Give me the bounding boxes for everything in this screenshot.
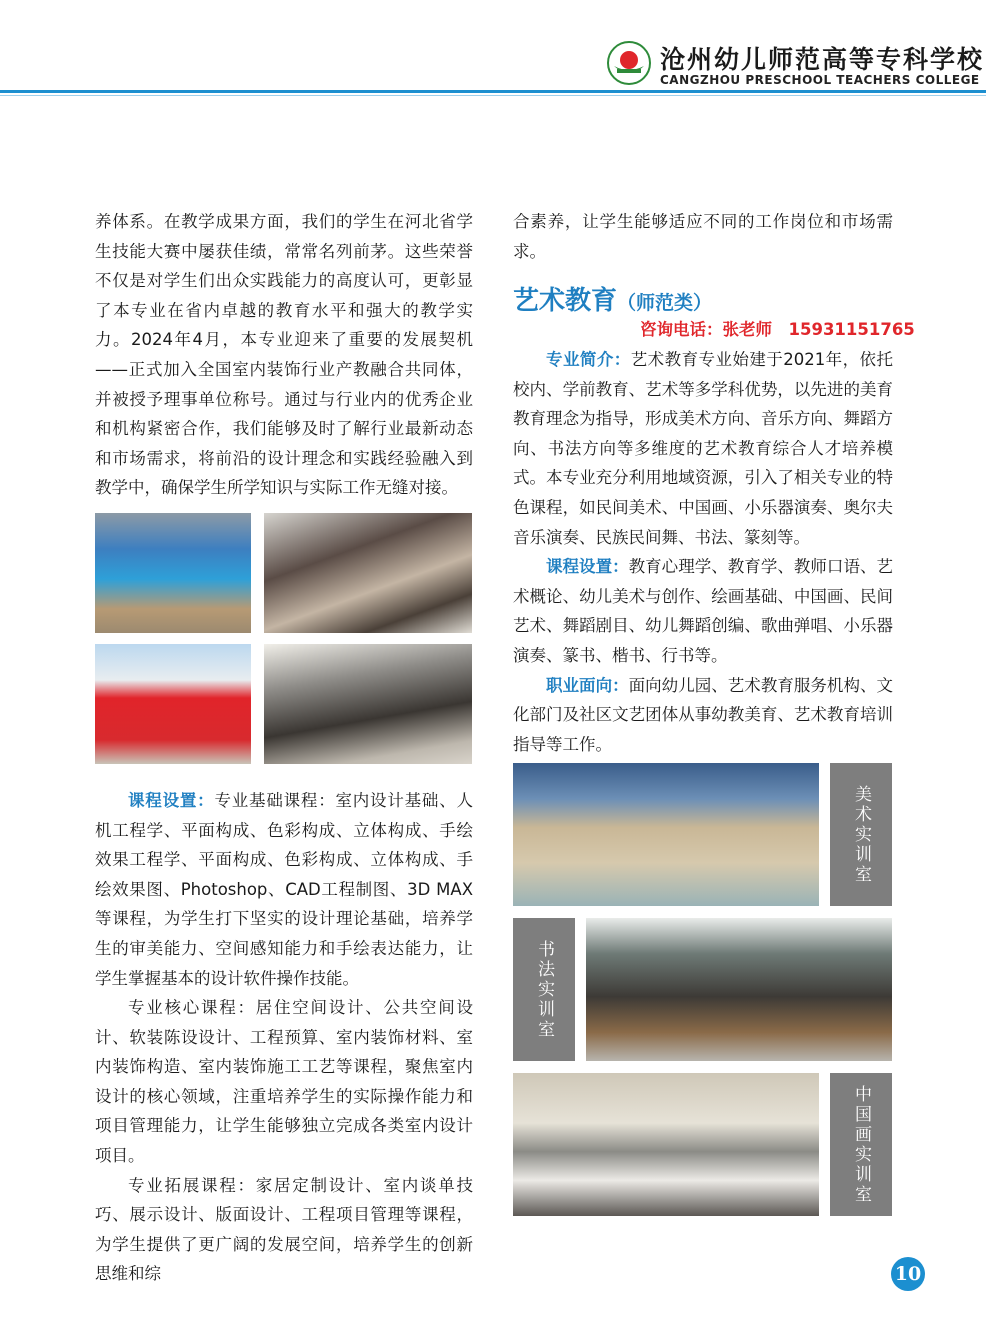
career-text: 面向幼儿园、艺术教育服务机构、文化部门及社区文艺团体从事幼教美育、艺术教育培训指导等工作。 xyxy=(513,675,894,754)
course-text: 专业基础课程：室内设计基础、人机工程学、平面构成、色彩构成、立体构成、手绘效果工程学、平面构成、色彩构成、立体构成、手绘效果图、Photoshop、CAD工程制图、3D MAX等课程，为学生打下坚实的设计理论基础，培养学生的审美能力、空间感知能力和手绘表达能力，让学生掌握基本的设计软件操作技能。 xyxy=(95,790,474,988)
photo-chinese-painting-room xyxy=(513,1073,819,1216)
core-paragraph: 专业核心课程：居住空间设计、公共空间设计、软装陈设设计、工程预算、室内装饰材料、室内装饰构造、室内装饰施工工艺等课程，聚焦室内设计的核心领域，注重培养学生的实际操作能力和项目管理能力，让学生能够独立完成各类室内设计项目。 xyxy=(95,998,473,1166)
photo-art-room xyxy=(513,763,819,906)
calligraphy-room-label: 书法实训室 xyxy=(513,918,575,1061)
school-name-en: CANGZHOU PRESCHOOL TEACHERS COLLEGE xyxy=(660,73,980,87)
continued-paragraph: 合素养，让学生能够适应不同的工作岗位和市场需求。 xyxy=(513,212,893,261)
career-paragraph xyxy=(513,671,893,760)
course-text-right: 教育心理学、教育学、教师口语、艺术概论、幼儿美术与创作、绘画基础、中国画、民间艺术、舞蹈剧目、幼儿舞蹈创编、歌曲弹唱、小乐器演奏、篆书、楷书、行书等。 xyxy=(513,557,894,665)
career-label: 职业面向： xyxy=(546,675,629,695)
course-paragraph-right xyxy=(513,552,893,670)
extension-paragraph: 专业拓展课程：家居定制设计、室内谈单技巧、展示设计、版面设计、工程项目管理等课程，为学生提供了更广阔的发展空间，培养学生的创新思维和综 xyxy=(95,1175,473,1284)
course-paragraph xyxy=(95,786,473,993)
intro-text: 艺术教育专业始建于2021年，依托校内、学前教育、艺术等多学科优势，以先进的美育教育理念为指导，形成美术方向、音乐方向、舞蹈方向、书法方向等多维度的艺术教育综合人才培养模式。本专业充分利用地域资源，引入了相关专业的特色课程，如民间美术、中国画、小乐器演奏、奥尔夫音乐演奏、民族民间舞、书法、篆刻等。 xyxy=(513,350,894,547)
course-label-right: 课程设置： xyxy=(546,557,629,577)
section-subtitle: （师范类） xyxy=(617,292,713,314)
photo-competition-banner xyxy=(95,644,251,764)
photo-students-workshop xyxy=(264,513,472,633)
school-emblem-icon xyxy=(606,40,652,86)
photo-award-ceremony xyxy=(95,513,251,633)
intro-label: 专业简介： xyxy=(546,350,631,369)
page-number: 10 xyxy=(891,1257,925,1291)
intro-paragraph: 养体系。在教学成果方面，我们的学生在河北省学生技能大赛中屡获佳绩，常常名列前茅。这些荣誉不仅是对学生们出众实践能力的高度认可，更彰显了本专业在省内卓越的教育水平和强大的教学实力。2024年4月，本专业迎来了重要的发展契机——正式加入全国室内装饰行业产教融合共同体，并被授予理事单位称号。通过与行业内的优秀企业和机构紧密合作，我们能够及时了解行业最新动态和市场需求，将前沿的设计理念和实践经验融入到教学中，确保学生所学知识与实际工作无缝对接。 xyxy=(95,212,473,498)
right-column-body xyxy=(513,345,893,759)
header-rule xyxy=(0,90,986,93)
header-rule-thin xyxy=(0,95,986,96)
right-column-top xyxy=(513,207,893,266)
course-label: 课程设置： xyxy=(128,790,215,810)
chinese-painting-room-label: 中国画实训室 xyxy=(830,1073,892,1216)
photo-group-visit xyxy=(264,644,472,764)
photo-calligraphy-room xyxy=(586,918,892,1061)
section-title: 艺术教育（师范类） xyxy=(513,286,713,316)
intro-paragraph-right xyxy=(513,345,893,552)
art-room-label: 美术实训室 xyxy=(830,763,892,906)
contact-phone: 咨询电话：张老师 15931151765 xyxy=(640,320,915,339)
school-name-cn: 沧州幼儿师范高等专科学校 xyxy=(660,45,985,74)
